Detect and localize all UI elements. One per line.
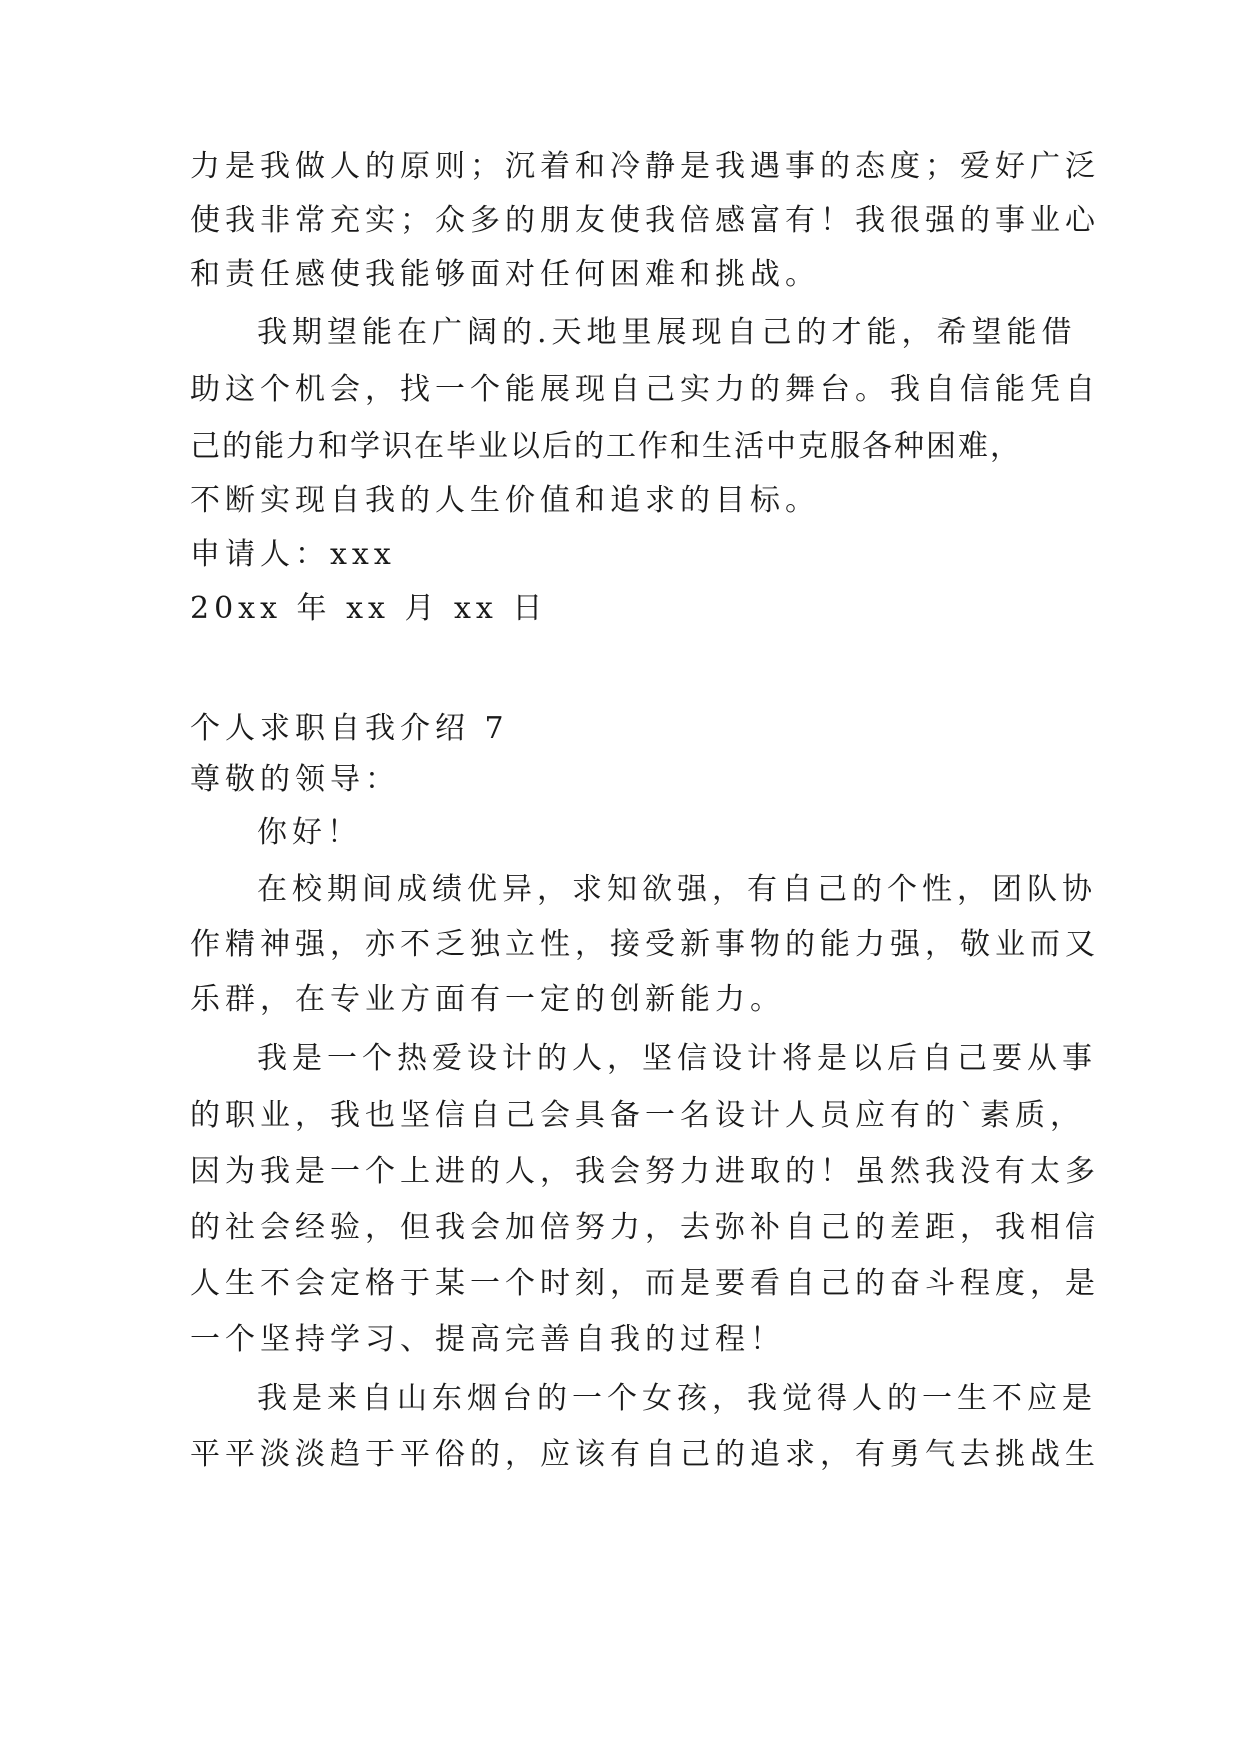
signature-applicant: 申请人：xxx [190,537,396,572]
salutation: 尊敬的领导： [190,762,400,797]
text-line: 使我非常充实；众多的朋友使我倍感富有！我很强的事业心 [190,203,1100,238]
section-title: 个人求职自我介绍 7 [190,711,509,746]
text-line: 在校期间成绩优异，求知欲强，有自己的个性，团队协 [257,872,1097,907]
text-line: 不断实现自我的人生价值和追求的目标。 [190,483,820,518]
text-line: 助这个机会，找一个能展现自己实力的舞台。我自信能凭自 [190,372,1100,407]
text-line: 我是一个热爱设计的人，坚信设计将是以后自己要从事 [257,1041,1097,1076]
text-line: 我是来自山东烟台的一个女孩，我觉得人的一生不应是 [257,1381,1097,1416]
text-line: 力是我做人的原则；沉着和冷静是我遇事的态度；爱好广泛 [190,149,1100,184]
text-line: 己的能力和学识在毕业以后的工作和生活中克服各种困难， [190,429,1022,464]
text-line: 的社会经验，但我会加倍努力，去弥补自己的差距，我相信 [190,1210,1100,1245]
text-line: 一个坚持学习、提高完善自我的过程！ [190,1322,785,1357]
text-line: 作精神强，亦不乏独立性，接受新事物的能力强，敬业而又 [190,927,1100,962]
text-line: 和责任感使我能够面对任何困难和挑战。 [190,257,820,292]
text-line: 我期望能在广阔的.天地里展现自己的才能，希望能借 [257,315,1077,350]
signature-date: 20xx 年 xx 月 xx 日 [190,591,548,626]
greeting: 你好！ [257,815,362,850]
text-line: 人生不会定格于某一个时刻，而是要看自己的奋斗程度，是 [190,1266,1100,1301]
text-line: 平平淡淡趋于平俗的，应该有自己的追求，有勇气去挑战生 [190,1437,1100,1472]
text-line: 乐群，在专业方面有一定的创新能力。 [190,982,785,1017]
text-line: 因为我是一个上进的人，我会努力进取的！虽然我没有太多 [190,1154,1100,1189]
text-line: 的职业，我也坚信自己会具备一名设计人员应有的`素质， [190,1098,1085,1133]
